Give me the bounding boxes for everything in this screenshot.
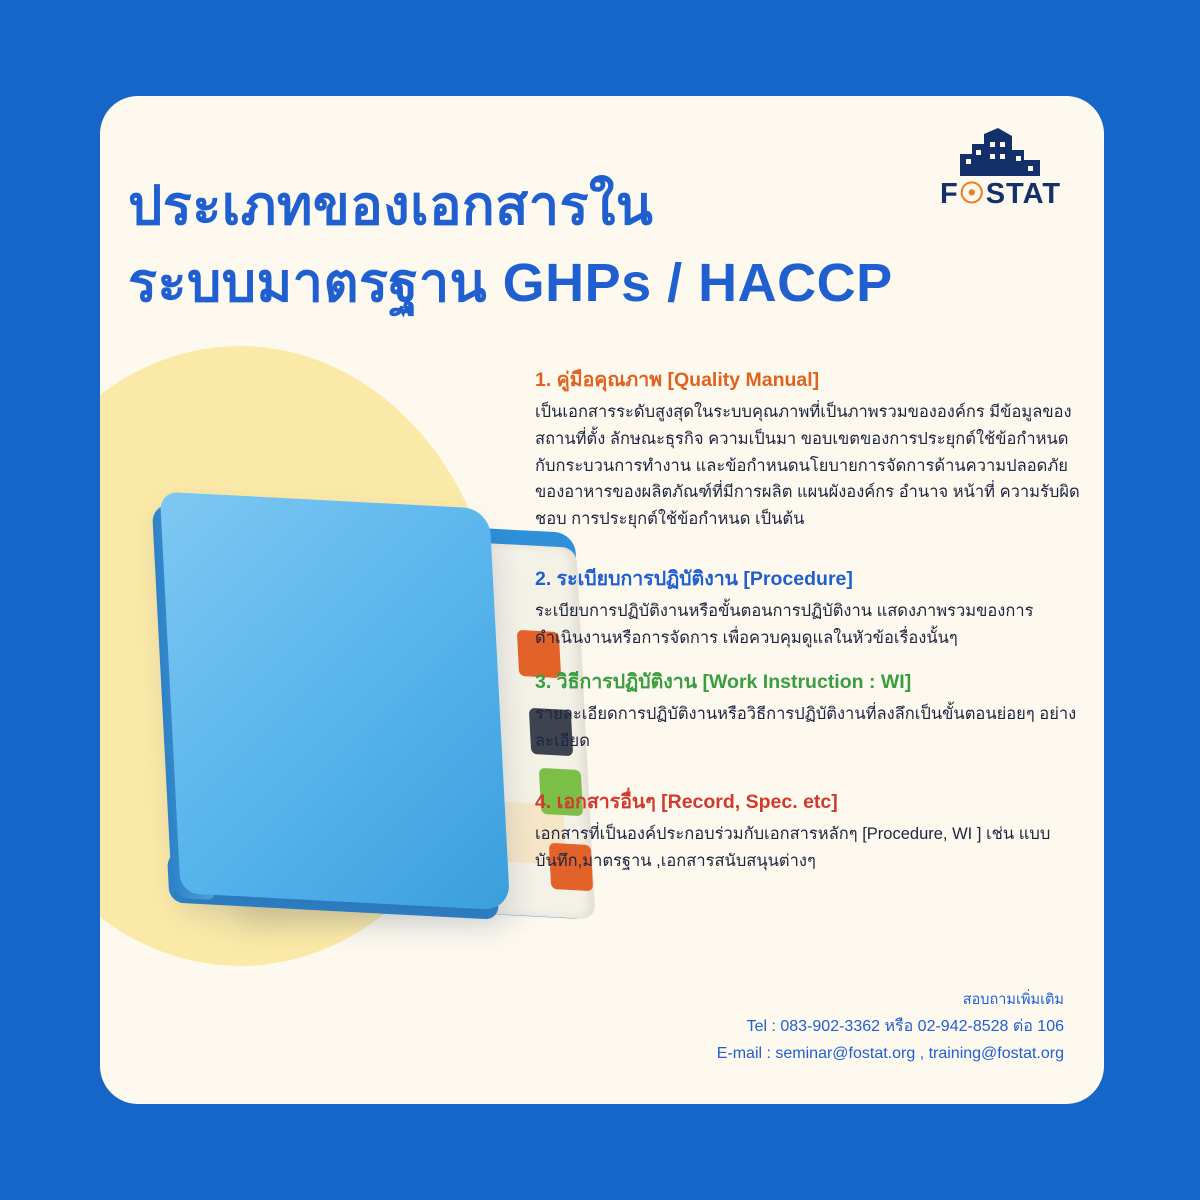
contact-label: สอบถามเพิ่มเติม: [962, 992, 1064, 1009]
list-item: [535, 366, 1080, 533]
book-front-cover: [160, 491, 510, 910]
item-heading-4: 4. เอกสารอื่นๆ [Record, Spec. etc]: [535, 791, 838, 814]
list-item: [535, 788, 1080, 875]
title-line-1: ประเภทของเอกสารใน: [128, 176, 654, 236]
title-line-2: ระบบมาตรฐาน GHPs / HACCP: [128, 252, 893, 313]
item-heading-3: 3. วิธีการปฏิบัติงาน [Work Instruction : WI]: [535, 670, 912, 693]
logo-text-before: F: [940, 178, 959, 210]
item-body-4: เอกสารที่เป็นองค์ประกอบร่วมกับเอกสารหลักๆ [Procedure, WI ] เช่น แบบบันทึก,มาตรฐาน ,เอกสารสนับสนุนต่างๆ: [535, 825, 1051, 871]
contact-tel: Tel : 083-902-3362 หรือ 02-942-8528 ต่อ 106: [746, 1017, 1064, 1035]
contact-footer: [424, 988, 1064, 1068]
item-body-2: ระเบียบการปฏิบัติงานหรือขั้นตอนการปฏิบัติงาน แสดงภาพรวมของการดำเนินงานหรือการจัดการ เพื่อควบคุมดูแลในหัวข้อเรื่องนั้นๆ: [535, 602, 1034, 647]
item-body-1: เป็นเอกสารระดับสูงสุดในระบบคุณภาพที่เป็นภาพรวมขององค์กร มีข้อมูลของสถานที่ตั้ง ลักษณะธุรกิจ ความเป็นมา ขอบเขตของการประยุกต์ใช้ข้อกำหนดกับกระบวนการทำงาน และข้อกำหนดนโยบายการจัดการด้านความปลอดภัยของอาหารของผลิตภัณฑ์ที่มีการผลิต แผนผังองค์กร อำนาจ หน้าที่ ความรับผิดชอบ การประยุกต์ใช้ข้อกำหนด เป็นต้น: [535, 403, 1080, 529]
content-card: [100, 96, 1104, 1104]
contact-email: E-mail : seminar@fostat.org , training@fostat.org: [716, 1045, 1064, 1063]
blue-book-illustration: [110, 406, 540, 926]
logo-dot-icon: ☉: [958, 178, 986, 210]
item-body-3: รายละเอียดการปฏิบัติงานหรือวิธีการปฏิบัติงานที่ลงลึกเป็นขั้นตอนย่อยๆ อย่างละเอียด: [535, 704, 1077, 750]
document-type-list: [535, 366, 1080, 889]
list-item: [535, 668, 1080, 755]
page-title: [128, 168, 1068, 321]
list-item: [535, 565, 1080, 652]
logo-text-after: STAT: [985, 178, 1062, 210]
item-heading-1: 1. คู่มือคุณภาพ [Quality Manual]: [535, 369, 820, 391]
item-heading-2: 2. ระเบียบการปฏิบัติงาน [Procedure]: [535, 567, 853, 590]
